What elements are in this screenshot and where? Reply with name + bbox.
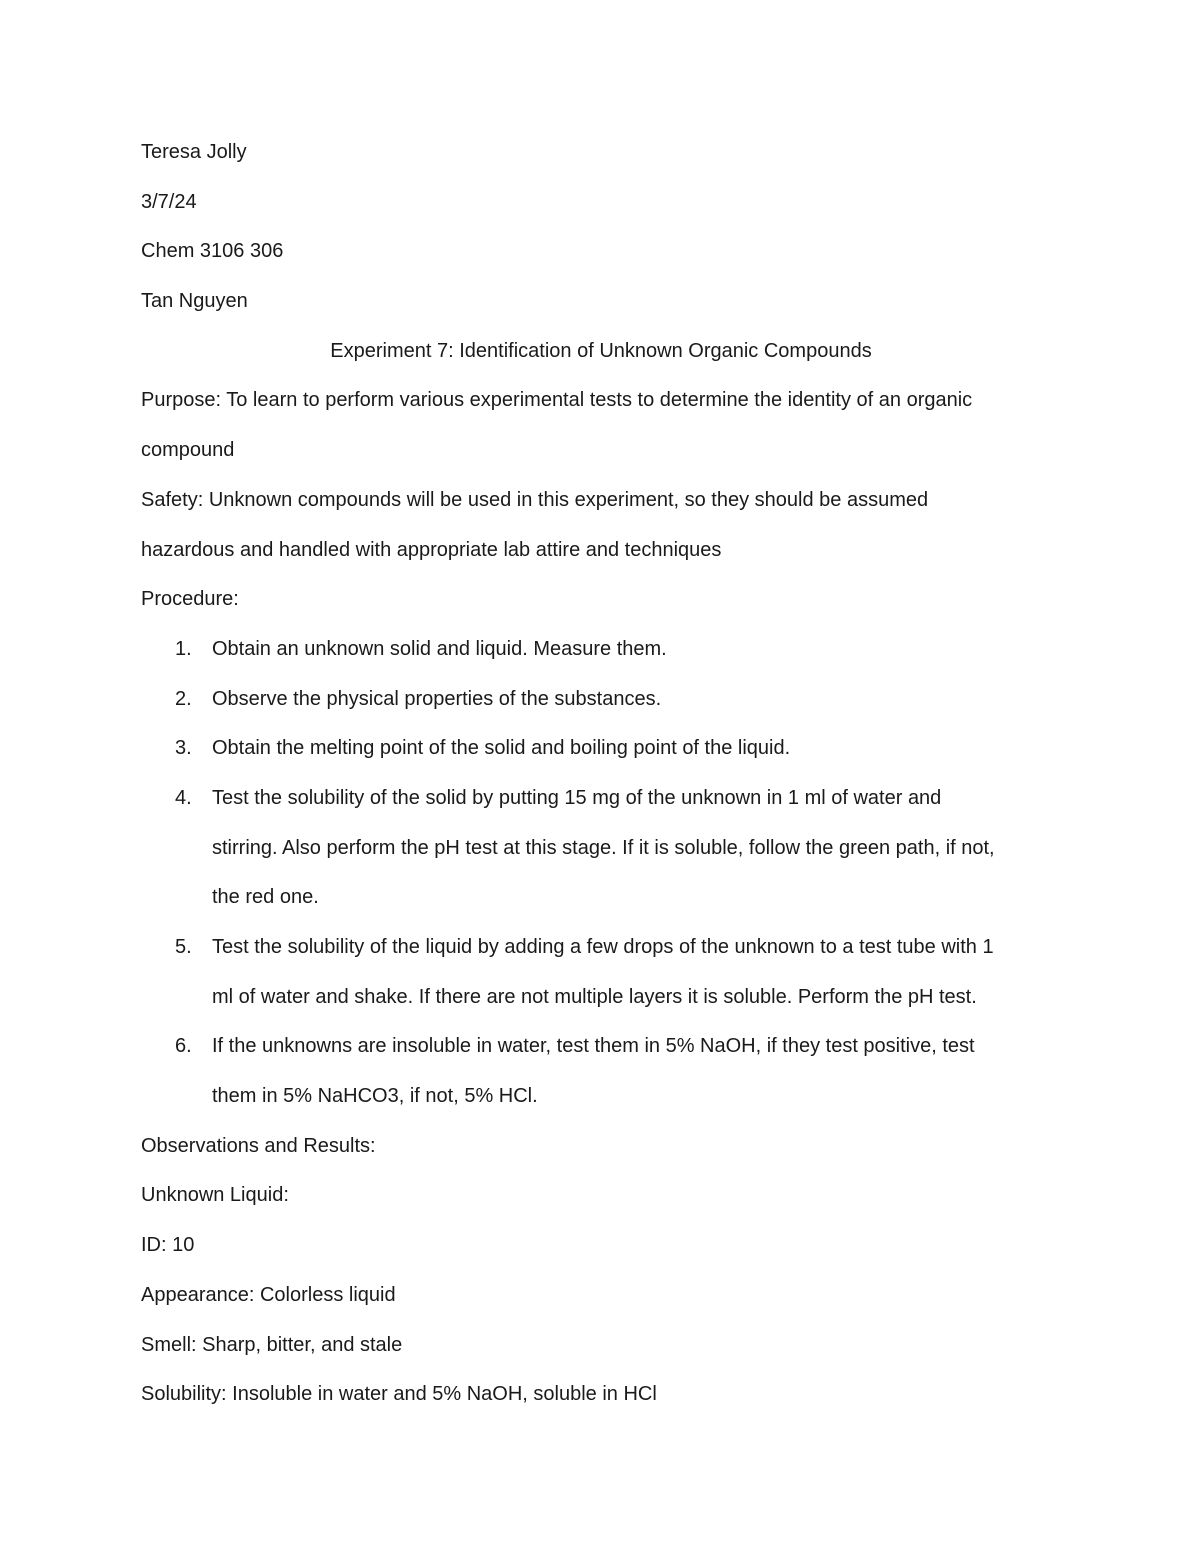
step-text-line: Test the solubility of the solid by putting 15 mg of the unknown in 1 ml of water and [212,786,942,809]
procedure-list [141,625,1061,1122]
step-text-line: Test the solubility of the liquid by adding a few drops of the unknown to a test tube with 1 [212,936,994,958]
procedure-step [141,923,1061,1022]
course-code: Chem 3106 306 [141,240,284,263]
report-date: 3/7/24 [141,190,197,213]
step-text-line: Observe the physical properties of the substances. [212,687,662,710]
step-text-line: ml of water and shake. If there are not multiple layers it is soluble. Perform the pH test. [212,985,977,1008]
purpose-section [141,376,1061,475]
procedure-step [141,724,1061,774]
step-number: 6. [175,1035,192,1058]
step-text-line: Obtain an unknown solid and liquid. Measure them. [212,637,667,660]
purpose-line-2: compound [141,439,235,462]
safety-section [141,476,1061,575]
document-body [141,128,1061,1420]
appearance-observation: Appearance: Colorless liquid [141,1283,396,1306]
step-number: 4. [175,786,192,809]
procedure-step [141,1022,1061,1121]
step-text-line: them in 5% NaHCO3, if not, 5% HCl. [212,1085,538,1108]
purpose-line-1: Purpose: To learn to perform various experimental tests to determine the identity of an organic [141,389,973,412]
step-text-line: Obtain the melting point of the solid and boiling point of the liquid. [212,737,791,760]
safety-line-2: hazardous and handled with appropriate lab attire and techniques [141,538,722,561]
procedure-step [141,774,1061,923]
unknown-id: ID: 10 [141,1234,195,1257]
procedure-step [141,675,1061,725]
step-text-line: the red one. [212,886,319,909]
step-text-line: stirring. Also perform the pH test at this stage. If it is soluble, follow the green path, if not, [212,836,995,859]
solubility-observation: Solubility: Insoluble in water and 5% NaOH, soluble in HCl [141,1383,657,1406]
step-number: 1. [175,637,192,660]
step-number: 3. [175,737,192,760]
student-name: Teresa Jolly [141,141,247,163]
smell-observation: Smell: Sharp, bitter, and stale [141,1333,403,1356]
procedure-heading: Procedure: [141,588,239,611]
step-number: 2. [175,687,192,710]
step-text-line: If the unknowns are insoluble in water, test them in 5% NaOH, if they test positive, test [212,1035,975,1058]
observations-heading: Observations and Results: [141,1134,376,1157]
document-title: Experiment 7: Identification of Unknown Organic Compounds [330,339,872,362]
safety-line-1: Safety: Unknown compounds will be used in this experiment, so they should be assumed [141,488,929,511]
procedure-step [141,625,1061,675]
instructor-name: Tan Nguyen [141,290,248,313]
unknown-liquid-heading: Unknown Liquid: [141,1184,289,1207]
step-number: 5. [175,936,192,958]
